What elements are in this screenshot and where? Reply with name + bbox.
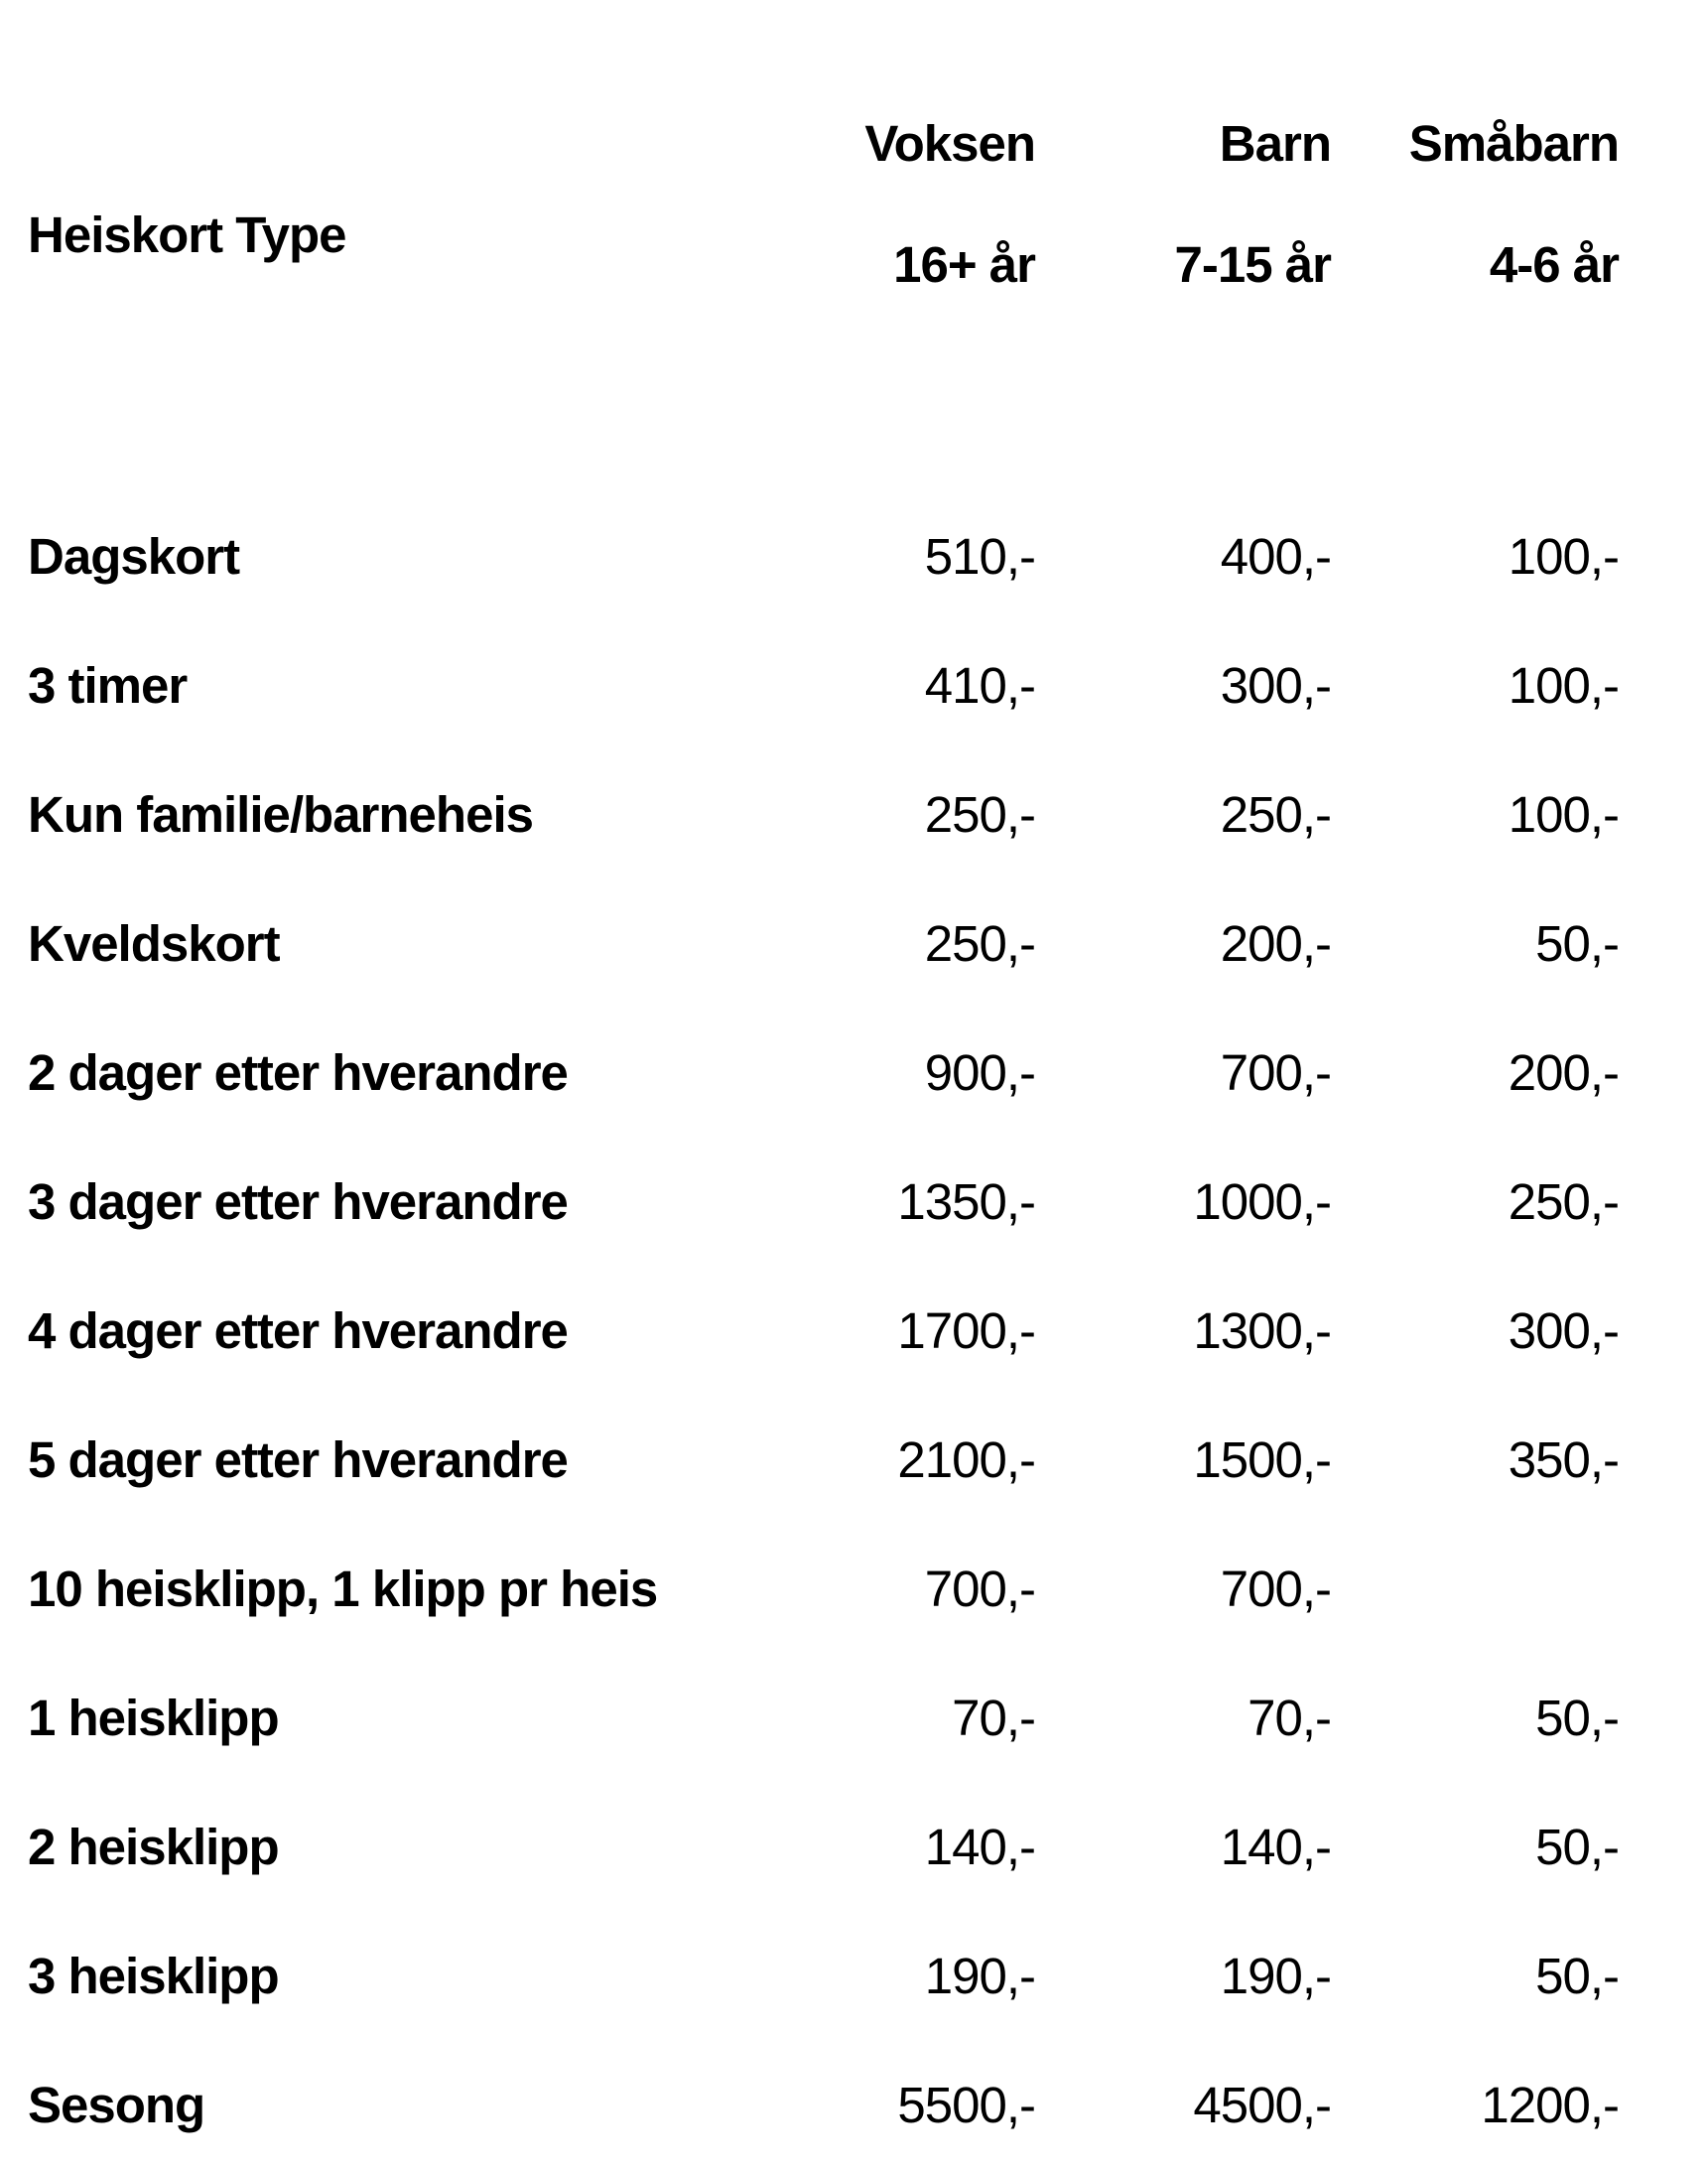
column-header-label: Heiskort Type xyxy=(28,205,346,263)
column-header-label: Voksen xyxy=(864,115,1035,172)
ticket-type-label: 3 timer xyxy=(28,656,188,714)
table-header-row xyxy=(28,53,1708,355)
price-voksen: 190,- xyxy=(924,1947,1035,2004)
price-smaabarn: 50,- xyxy=(1535,1947,1619,2004)
price-barn: 200,- xyxy=(1220,914,1331,972)
ticket-type-label: 10 heisklipp, 1 klipp pr heis xyxy=(28,1559,658,1617)
price-barn: 700,- xyxy=(1220,1043,1331,1101)
price-barn: 1500,- xyxy=(1193,1430,1331,1488)
column-header-sublabel: 4-6 år xyxy=(1489,236,1619,293)
ticket-type-label: Dagskort xyxy=(28,527,240,585)
price-smaabarn: 100,- xyxy=(1508,785,1619,843)
price-voksen: 140,- xyxy=(924,1818,1035,1875)
table-row xyxy=(28,1524,1708,1653)
ticket-type-label: 3 heisklipp xyxy=(28,1947,279,2004)
ticket-type-label: 5 dager etter hverandre xyxy=(28,1430,568,1488)
table-body xyxy=(28,491,1708,2169)
price-voksen: 700,- xyxy=(924,1559,1035,1617)
price-voksen: 250,- xyxy=(924,785,1035,843)
table-row xyxy=(28,2040,1708,2169)
column-header-sublabel: 7-15 år xyxy=(1174,236,1331,293)
ticket-type-label: Kveldskort xyxy=(28,914,280,972)
column-header-voksen xyxy=(737,53,1035,355)
ticket-type-label: 4 dager etter hverandre xyxy=(28,1301,568,1359)
ticket-type-label: 2 heisklipp xyxy=(28,1818,279,1875)
price-voksen: 510,- xyxy=(924,527,1035,585)
table-row xyxy=(28,1911,1708,2040)
price-barn: 4500,- xyxy=(1193,2076,1331,2133)
price-voksen: 5500,- xyxy=(897,2076,1035,2133)
price-smaabarn: 250,- xyxy=(1508,1172,1619,1230)
price-voksen: 1350,- xyxy=(897,1172,1035,1230)
price-barn: 250,- xyxy=(1220,785,1331,843)
table-row xyxy=(28,1653,1708,1782)
column-header-smaabarn xyxy=(1331,53,1619,355)
price-voksen: 70,- xyxy=(952,1689,1035,1746)
price-barn: 190,- xyxy=(1220,1947,1331,2004)
price-barn: 300,- xyxy=(1220,656,1331,714)
column-header-label: Barn xyxy=(1219,115,1331,172)
table-row xyxy=(28,1782,1708,1911)
ticket-type-label: 3 dager etter hverandre xyxy=(28,1172,568,1230)
table-row xyxy=(28,1137,1708,1266)
price-smaabarn: 50,- xyxy=(1535,1818,1619,1875)
column-header-barn xyxy=(1035,53,1331,355)
table-row xyxy=(28,1008,1708,1137)
column-header-sublabel: 16+ år xyxy=(893,236,1035,293)
column-header-heiskort-type xyxy=(28,144,737,265)
price-voksen: 250,- xyxy=(924,914,1035,972)
price-barn: 1300,- xyxy=(1193,1301,1331,1359)
price-smaabarn: 350,- xyxy=(1508,1430,1619,1488)
price-smaabarn: 100,- xyxy=(1508,656,1619,714)
price-smaabarn: 50,- xyxy=(1535,914,1619,972)
ticket-type-label: 1 heisklipp xyxy=(28,1689,279,1746)
table-row xyxy=(28,620,1708,749)
price-voksen: 1700,- xyxy=(897,1301,1035,1359)
table-row xyxy=(28,879,1708,1008)
table-row xyxy=(28,749,1708,879)
table-row xyxy=(28,491,1708,620)
price-smaabarn: 1200,- xyxy=(1481,2076,1619,2133)
price-barn: 1000,- xyxy=(1193,1172,1331,1230)
table-row xyxy=(28,1266,1708,1395)
price-smaabarn: 50,- xyxy=(1535,1689,1619,1746)
price-smaabarn: 100,- xyxy=(1508,527,1619,585)
price-smaabarn: 300,- xyxy=(1508,1301,1619,1359)
price-barn: 400,- xyxy=(1220,527,1331,585)
column-header-label: Småbarn xyxy=(1408,115,1619,172)
price-barn: 70,- xyxy=(1248,1689,1331,1746)
ticket-type-label: Sesong xyxy=(28,2076,205,2133)
price-barn: 700,- xyxy=(1220,1559,1331,1617)
ticket-type-label: 2 dager etter hverandre xyxy=(28,1043,568,1101)
price-voksen: 2100,- xyxy=(897,1430,1035,1488)
ticket-type-label: Kun familie/barneheis xyxy=(28,785,533,843)
price-voksen: 900,- xyxy=(924,1043,1035,1101)
table-row xyxy=(28,1395,1708,1524)
price-barn: 140,- xyxy=(1220,1818,1331,1875)
price-smaabarn: 200,- xyxy=(1508,1043,1619,1101)
price-voksen: 410,- xyxy=(924,656,1035,714)
